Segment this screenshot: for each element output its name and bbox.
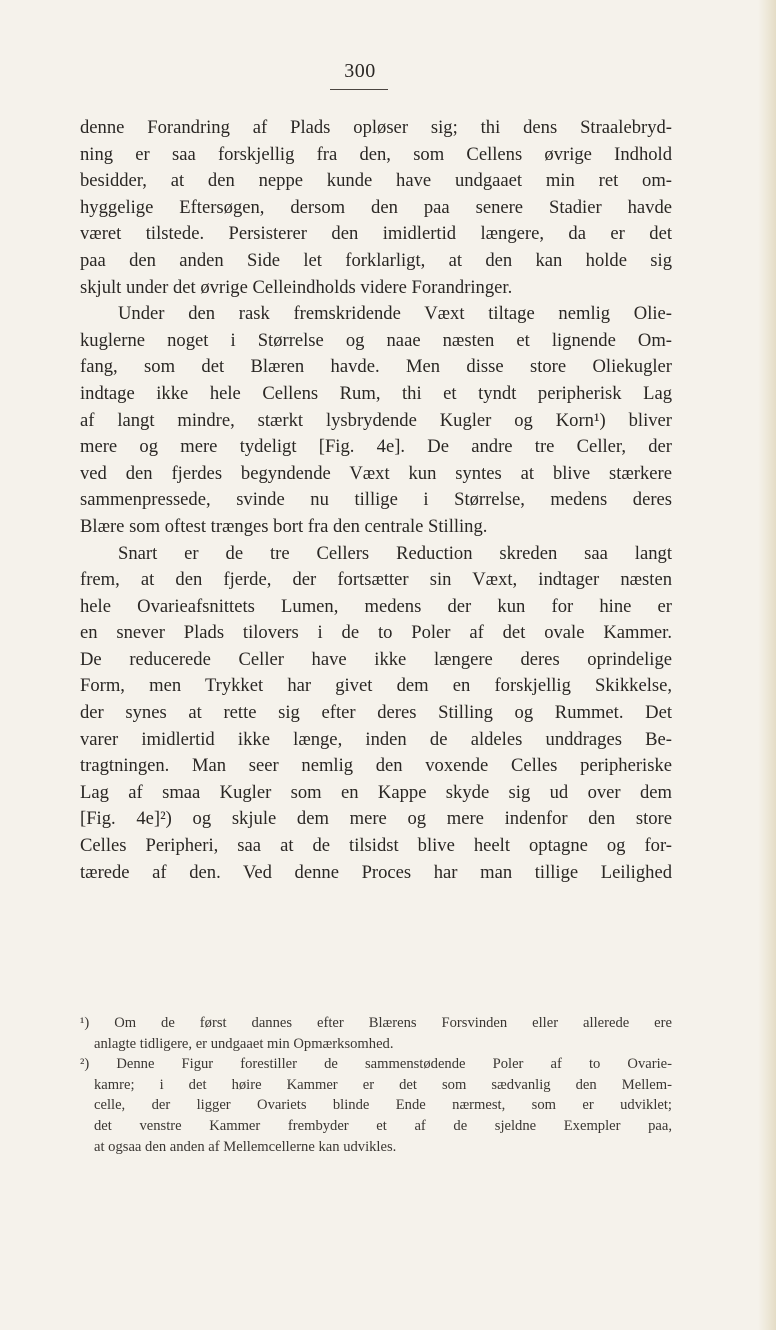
text-line: hele Ovarieafsnittets Lumen, medens der kun for hine er xyxy=(80,595,672,617)
text-line: Snart er de tre Cellers Reduction skreden saa langt xyxy=(118,542,672,564)
footnote-line: at ogsaa den anden af Mellemcellerne kan udvikles. xyxy=(94,1138,397,1155)
text-line: skjult under det øvrige Celleindholds videre Forandringer. xyxy=(80,276,513,298)
text-line: [Fig. 4e]²) og skjule dem mere og mere indenfor den store xyxy=(80,808,672,830)
text-line: en snever Plads tilovers i de to Poler af det ovale Kammer. xyxy=(80,622,672,644)
text-line: der synes at rette sig efter deres Stilling og Rummet. Det xyxy=(80,702,672,724)
footnote-line: kamre; i det høire Kammer er det som sædvanlig den Mellem- xyxy=(94,1076,672,1093)
text-line: af langt mindre, stærkt lysbrydende Kugler og Korn¹) bliver xyxy=(80,409,672,431)
footnote-line: celle, der ligger Ovariets blinde Ende nærmest, som er udviklet; xyxy=(94,1097,672,1114)
text-line: denne Forandring af Plads opløser sig; thi dens Straalebryd- xyxy=(80,117,672,138)
text-line: hyggelige Eftersøgen, dersom den paa senere Stadier havde xyxy=(80,196,672,218)
text-line: indtage ikke hele Cellens Rum, thi et tyndt peripherisk Lag xyxy=(80,382,672,404)
text-line: ning er saa forskjellig fra den, som Cellens øvrige Indhold xyxy=(80,143,672,165)
text-line: paa den anden Side let forklarligt, at den kan holde sig xyxy=(80,249,672,271)
text-line: Lag af smaa Kugler som en Kappe skyde sig ud over dem xyxy=(80,781,672,803)
page-number-rule xyxy=(330,89,388,90)
text-line: ved den fjerdes begyndende Væxt kun syntes at blive stærkere xyxy=(80,462,672,484)
footnote-line: ¹) Om de først dannes efter Blærens Forsvinden eller allerede ere xyxy=(80,1015,672,1031)
text-line: kuglerne noget i Størrelse og naae næsten et lignende Om- xyxy=(80,329,672,351)
text-line: tragtningen. Man seer nemlig den voxende Celles peripheriske xyxy=(80,755,672,777)
text-line: frem, at den fjerde, der fortsætter sin Væxt, indtager næsten xyxy=(80,569,672,591)
text-line: mere og mere tydeligt [Fig. 4e]. De andre tre Celler, der xyxy=(80,436,672,458)
footnotes xyxy=(80,1013,672,1157)
text-line: De reducerede Celler have ikke længere deres oprindelige xyxy=(80,648,672,670)
footnote-line: ²) Denne Figur forestiller de sammenstødende Poler af to Ovarie- xyxy=(80,1056,672,1073)
text-line: fang, som det Blæren havde. Men disse store Oliekugler xyxy=(80,356,672,378)
text-line: besidder, at den neppe kunde have undgaaet min ret om- xyxy=(80,170,672,192)
text-line: Under den rask fremskridende Væxt tiltage nemlig Olie- xyxy=(118,303,672,325)
page-edge xyxy=(758,0,776,1330)
text-line: været tilstede. Persisterer den imidlertid længere, da er det xyxy=(80,223,672,245)
body-text xyxy=(80,115,672,886)
text-line: Blære som oftest trænges bort fra den centrale Stilling. xyxy=(80,515,488,537)
text-line: tærede af den. Ved denne Proces har man tillige Leilighed xyxy=(80,861,672,883)
text-line: sammenpressede, svinde nu tillige i Størrelse, medens deres xyxy=(80,489,672,511)
footnote-line: anlagte tidligere, er undgaaet min Opmærksomhed. xyxy=(94,1035,394,1052)
footnote-line: det venstre Kammer frembyder et af de sjeldne Exempler paa, xyxy=(94,1117,672,1134)
text-line: varer imidlertid ikke længe, inden de aldeles unddrages Be- xyxy=(80,728,672,750)
page-number: 300 xyxy=(344,60,376,82)
text-line: Form, men Trykket har givet dem en forskjellig Skikkelse, xyxy=(80,675,672,697)
text-line: Celles Peripheri, saa at de tilsidst blive heelt optagne og for- xyxy=(80,835,672,857)
